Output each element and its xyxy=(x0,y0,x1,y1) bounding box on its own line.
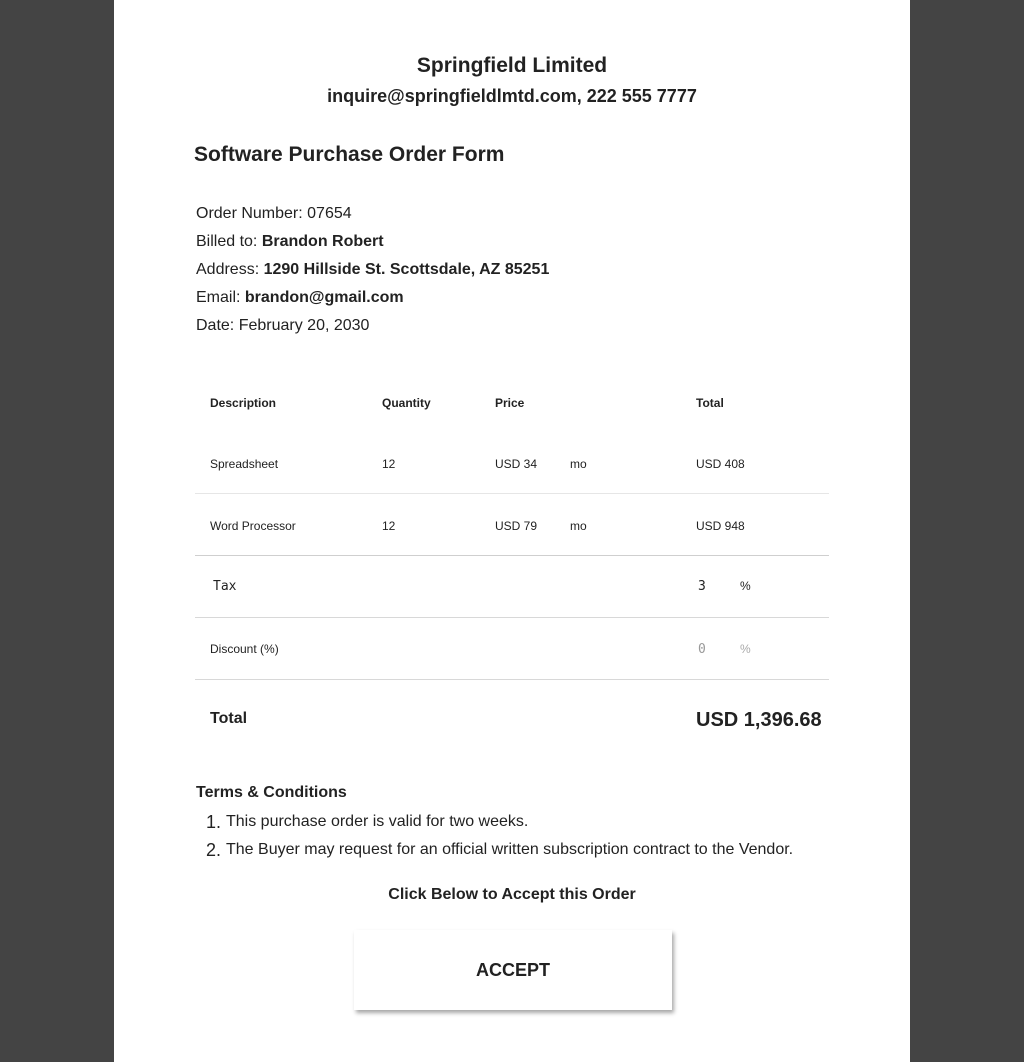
item-total: USD 948 xyxy=(696,519,745,533)
document-page xyxy=(114,0,910,1062)
email-row xyxy=(196,288,549,316)
company-phone: 222 555 7777 xyxy=(586,86,697,106)
list-item-number: 1. xyxy=(206,812,222,832)
date-row xyxy=(196,316,549,344)
item-price[interactable]: USD 79 xyxy=(495,519,538,533)
item-description[interactable]: Word Processor xyxy=(210,519,296,533)
table-row xyxy=(195,494,829,556)
company-contact: inquire@springfieldlmtd.com, 222 555 7777 xyxy=(327,86,697,106)
discount-input[interactable]: 0 xyxy=(698,642,706,657)
tax-row xyxy=(195,556,829,618)
order-info xyxy=(196,204,549,344)
tax-percent-sign: % xyxy=(740,579,751,593)
grand-total-row xyxy=(195,680,829,760)
list-item-text: The Buyer may request for an official written subscription contract to the Vendor. xyxy=(226,841,794,858)
email-value: brandon@gmail.com xyxy=(244,289,404,306)
company-name: Springfield Limited xyxy=(416,54,608,77)
tax-input[interactable]: 3 xyxy=(698,579,706,594)
item-unit[interactable]: mo xyxy=(570,457,587,471)
item-price[interactable]: USD 34 xyxy=(495,457,538,471)
item-unit[interactable]: mo xyxy=(570,519,587,533)
header-price: Price xyxy=(495,396,525,410)
order-table xyxy=(195,372,829,760)
email-label: Email: xyxy=(196,289,241,306)
grand-total-value: USD 1,396.68 xyxy=(696,709,822,731)
list-item-number: 2. xyxy=(206,840,222,860)
address-label: Address: xyxy=(196,261,260,278)
item-total: USD 408 xyxy=(696,457,745,471)
item-description[interactable]: Spreadsheet xyxy=(210,457,279,471)
terms-title: Terms & Conditions xyxy=(196,784,347,801)
grand-total-label: Total xyxy=(210,710,248,727)
item-quantity[interactable]: 12 xyxy=(382,457,396,471)
billed-to-label: Billed to: xyxy=(196,233,258,250)
accept-button[interactable]: ACCEPT xyxy=(354,930,672,1010)
order-number-label: Order Number: xyxy=(196,205,303,222)
list-item xyxy=(196,840,793,868)
address-value: 1290 Hillside St. Scottsdale, AZ 85251 xyxy=(263,261,550,278)
item-quantity[interactable]: 12 xyxy=(382,519,396,533)
date-value: February 20, 2030 xyxy=(238,317,370,334)
order-number: 07654 xyxy=(307,205,352,222)
form-title: Software Purchase Order Form xyxy=(194,143,505,166)
discount-percent-sign: % xyxy=(740,642,751,656)
address-row xyxy=(196,260,549,288)
billed-to-name: Brandon Robert xyxy=(261,233,384,250)
table-row xyxy=(195,432,829,494)
tax-label: Tax xyxy=(213,579,237,594)
order-number-row xyxy=(196,204,549,232)
header-total: Total xyxy=(696,396,724,410)
accept-prompt: Click Below to Accept this Order xyxy=(388,886,636,903)
terms-list xyxy=(196,812,793,868)
discount-row xyxy=(195,618,829,680)
list-item-text: This purchase order is valid for two weeks. xyxy=(226,813,529,830)
discount-label: Discount (%) xyxy=(210,642,279,656)
billed-to-row xyxy=(196,232,549,260)
list-item xyxy=(196,812,793,840)
company-email: inquire@springfieldlmtd.com xyxy=(327,86,577,106)
header-description: Description xyxy=(210,396,277,410)
date-label: Date: xyxy=(196,317,235,334)
header-quantity: Quantity xyxy=(382,396,431,410)
table-header-row xyxy=(195,372,829,432)
